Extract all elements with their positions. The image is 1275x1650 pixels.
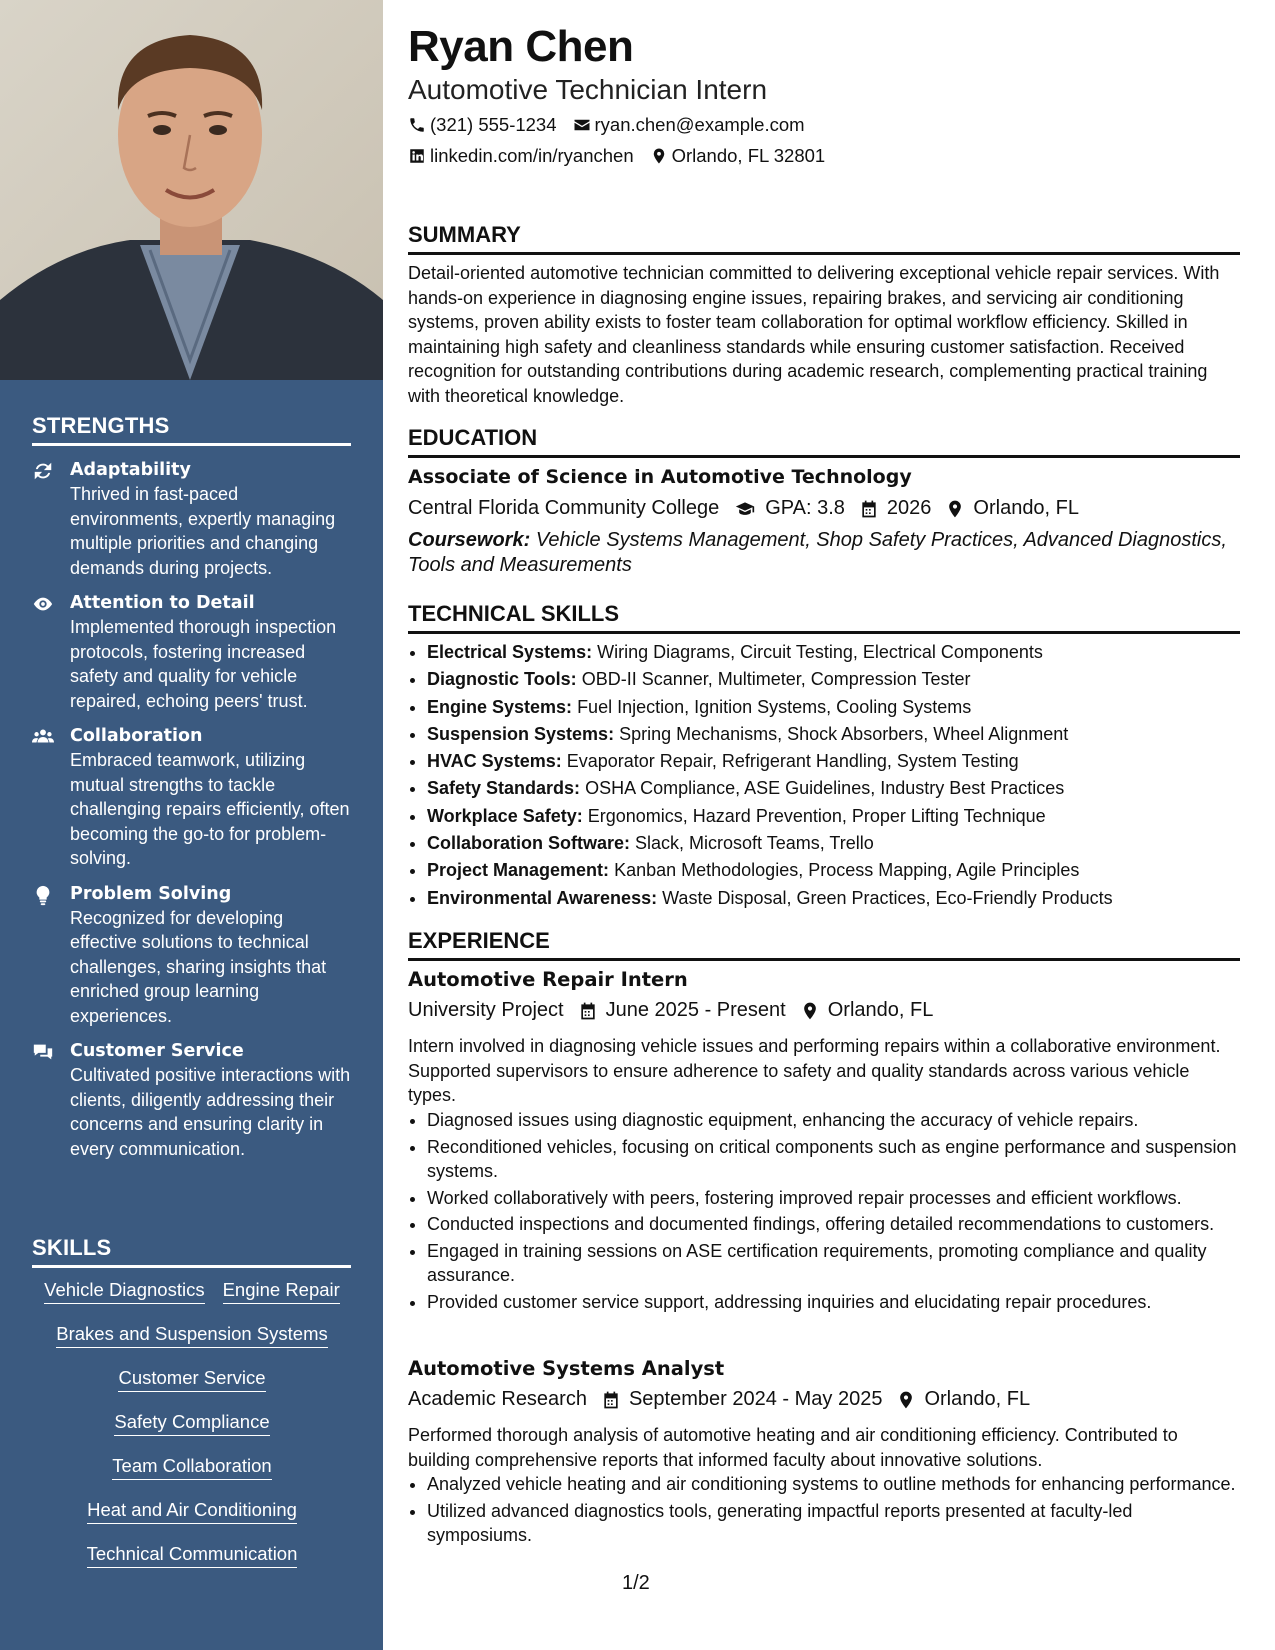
job-location: [800, 999, 934, 1022]
technical-skills-list: [408, 640, 1239, 913]
job-dates-text: June 2025 - Present: [605, 999, 786, 1021]
school-location: [945, 497, 1079, 520]
skills-heading: SKILLS: [32, 1235, 351, 1268]
tech-skill-label: Electrical Systems:: [427, 642, 593, 662]
tech-skill-value: OBD-II Scanner, Multimeter, Compression Tester: [581, 669, 971, 690]
tech-skill-item: [427, 722, 1239, 747]
job-bullet: • Conducted inspections and documented findings, offering detailed recommendations to customers.: [427, 1212, 1239, 1237]
map-pin-icon: [896, 1390, 916, 1410]
strength-item: [32, 458, 352, 580]
skills-list: [32, 1278, 352, 1568]
strength-text: Recognized for developing effective solutions to technical challenges, sharing insights that enriched group learning experiences.: [70, 907, 327, 1026]
job-dates: [578, 999, 786, 1022]
job-bullet: • Analyzed vehicle heating and air conditioning systems to outline methods for enhancing performance.: [427, 1472, 1239, 1497]
skill-chip: Technical Communication: [87, 1542, 298, 1568]
strength-item: [32, 882, 352, 1029]
job-bullets: [408, 1472, 1239, 1550]
job-bullet: • Utilized advanced diagnostics tools, generating impactful reports presented at faculty-led symposiums.: [427, 1499, 1239, 1548]
job-meta: [408, 1388, 1044, 1411]
contact-phone[interactable]: [408, 114, 557, 136]
education-heading: EDUCATION: [408, 425, 1240, 458]
tech-skill-label: Collaboration Software:: [427, 833, 631, 854]
job-bullet: • Worked collaboratively with peers, fostering improved repair processes and efficient workflows.: [427, 1186, 1239, 1211]
job-dates-text: September 2024 - May 2025: [628, 1388, 883, 1410]
tech-skill-value: Wiring Diagrams, Circuit Testing, Electrical Components: [597, 642, 1043, 662]
skill-chip: Engine Repair: [223, 1278, 340, 1304]
job-bullet: • Diagnosed issues using diagnostic equipment, enhancing the accuracy of vehicle repairs.: [427, 1108, 1239, 1133]
school-name: [408, 497, 719, 520]
calendar-icon: [859, 499, 879, 519]
job-dates: [601, 1388, 883, 1411]
tech-skill-item: [427, 640, 1239, 665]
tech-skill-value: Waste Disposal, Green Practices, Eco-Friendly Products: [662, 887, 1113, 908]
gpa: [733, 497, 845, 520]
strength-item: [32, 1039, 352, 1161]
job-location: [896, 1388, 1030, 1411]
job-org-text: Academic Research: [408, 1388, 587, 1410]
refresh-icon: [32, 458, 70, 580]
gpa-text: GPA: 3.8: [765, 497, 845, 519]
contact-linkedin[interactable]: [408, 145, 634, 167]
tech-skill-item: [427, 776, 1239, 801]
strength-text: Cultivated positive interactions with clients, diligently addressing their concerns and ensuring clarity in every communication.: [70, 1065, 351, 1159]
skill-chip: Vehicle Diagnostics: [44, 1278, 204, 1304]
profile-photo: [0, 0, 383, 380]
tech-skill-item: [427, 886, 1239, 911]
contact-row: [408, 145, 841, 167]
grad-year: [859, 497, 932, 520]
eye-icon: [32, 591, 70, 713]
skill-chip: Customer Service: [118, 1366, 265, 1392]
tech-skill-item: [427, 749, 1239, 774]
job-bullets: [408, 1108, 1239, 1316]
skill-chip: Brakes and Suspension Systems: [56, 1322, 327, 1348]
tech-skill-label: Engine Systems:: [427, 696, 573, 717]
users-icon: [32, 724, 70, 871]
tech-skill-value: Slack, Microsoft Teams, Trello: [635, 833, 874, 854]
tech-skill-label: Diagnostic Tools:: [427, 669, 577, 690]
tech-skill-item: [427, 804, 1239, 829]
education-meta: [408, 497, 1093, 520]
strength-title: Collaboration: [70, 726, 203, 746]
job-org: [408, 999, 564, 1022]
lightbulb-icon: [32, 882, 70, 1029]
tech-skill-value: Kanban Methodologies, Process Mapping, Agile Principles: [614, 860, 1080, 881]
skill-chip: Safety Compliance: [114, 1410, 269, 1436]
envelope-icon: [573, 116, 591, 134]
tech-skill-value: Ergonomics, Hazard Prevention, Proper Lifting Technique: [587, 805, 1046, 826]
tech-skill-label: HVAC Systems:: [427, 751, 562, 772]
contact-row: [408, 114, 821, 136]
phone-text: (321) 555-1234: [430, 114, 557, 135]
tech-skill-value: Evaporator Repair, Refrigerant Handling, System Testing: [566, 751, 1019, 772]
tech-skill-item: [427, 858, 1239, 883]
strength-text: Embraced teamwork, utilizing mutual strengths to tackle challenging repairs efficiently, often becoming the go-to for problem-solving.: [70, 750, 350, 868]
experience-heading: EXPERIENCE: [408, 928, 1240, 961]
job-title: Automotive Repair Intern: [408, 968, 688, 991]
map-pin-icon: [650, 147, 668, 165]
comments-icon: [32, 1039, 70, 1161]
location-text: Orlando, FL 32801: [671, 145, 826, 166]
coursework: [408, 528, 1238, 577]
job-location-text: Orlando, FL: [827, 999, 934, 1021]
strength-text: Implemented thorough inspection protocols, fostering increased safety and quality for vehicle repaired, echoing peers' trust.: [70, 617, 337, 711]
tech-skill-item: [427, 667, 1239, 692]
map-pin-icon: [945, 499, 965, 519]
coursework-label: Coursework:: [408, 529, 531, 551]
job-org: [408, 1388, 587, 1411]
sidebar: [0, 0, 383, 1650]
skill-chip: Heat and Air Conditioning: [87, 1498, 297, 1524]
strength-title: Adaptability: [70, 460, 191, 480]
candidate-title: Automotive Technician Intern: [408, 74, 768, 105]
strength-title: Attention to Detail: [70, 593, 255, 613]
profile-photo-image: [0, 0, 383, 380]
job-title: Automotive Systems Analyst: [408, 1357, 725, 1380]
tech-skill-label: Environmental Awareness:: [427, 887, 658, 908]
tech-skill-label: Workplace Safety:: [427, 805, 583, 826]
graduation-cap-icon: [733, 499, 757, 519]
strengths-heading: STRENGTHS: [32, 413, 351, 446]
strength-item: [32, 724, 352, 871]
tech-skill-item: [427, 695, 1239, 720]
degree-title: Associate of Science in Automotive Technology: [408, 466, 912, 488]
tech-skill-label: Suspension Systems:: [427, 723, 615, 744]
phone-icon: [408, 116, 426, 134]
linkedin-text: linkedin.com/in/ryanchen: [430, 145, 634, 166]
strength-title: Customer Service: [70, 1041, 244, 1061]
job-meta: [408, 999, 947, 1022]
job-org-text: University Project: [408, 999, 564, 1021]
year-text: 2026: [886, 497, 932, 519]
skill-chip: Team Collaboration: [112, 1454, 271, 1480]
contact-location: [650, 145, 826, 167]
strength-text: Thrived in fast-paced environments, expertly managing multiple priorities and changing demands during projects.: [70, 484, 336, 578]
job-location-text: Orlando, FL: [924, 1388, 1031, 1410]
contact-email[interactable]: [573, 114, 805, 136]
strength-item: [32, 591, 352, 713]
school-location-text: Orlando, FL: [973, 497, 1080, 519]
coursework-text: Vehicle Systems Management, Shop Safety Practices, Advanced Diagnostics, Tools and Measurements: [408, 529, 1227, 576]
email-text: ryan.chen@example.com: [594, 114, 805, 135]
summary-text: Detail-oriented automotive technician committed to delivering exceptional vehicle repair services. With hands-on experience in diagnosing engine issues, repairing brakes, and servicing air conditioning systems, proven ability exists to foster team collaboration for optimal workflow efficiency. Skilled in maintaining high safety and cleanliness standards while ensuring customer satisfaction. Received recognition for outstanding contributions during academic research, complementing practical training with theoretical knowledge.: [408, 263, 1220, 406]
calendar-icon: [601, 1390, 621, 1410]
summary-heading: SUMMARY: [408, 222, 1240, 255]
linkedin-icon: [408, 147, 426, 165]
tech-skill-label: Safety Standards:: [427, 778, 581, 799]
page-number: 1/2: [622, 1572, 650, 1594]
tech-skill-item: [427, 831, 1239, 856]
technical-skills-heading: TECHNICAL SKILLS: [408, 601, 1240, 634]
job-summary: Performed thorough analysis of automotive heating and air conditioning efficiency. Contributed to building comprehensive reports that informed faculty about innovative solutions.: [408, 1425, 1178, 1470]
school-text: Central Florida Community College: [408, 497, 720, 519]
job-bullet: • Reconditioned vehicles, focusing on critical components such as engine performance and suspension systems.: [427, 1135, 1239, 1184]
job-summary: Intern involved in diagnosing vehicle issues and performing repairs within a collaborative environment. Supported supervisors to ensure adherence to safety and quality standards across various vehicle types.: [408, 1036, 1221, 1105]
strength-title: Problem Solving: [70, 883, 232, 904]
candidate-name: Ryan Chen: [408, 22, 634, 71]
map-pin-icon: [800, 1001, 820, 1021]
tech-skill-value: OSHA Compliance, ASE Guidelines, Industry Best Practices: [585, 778, 1065, 799]
tech-skill-label: Project Management:: [427, 860, 610, 881]
calendar-icon: [578, 1001, 598, 1021]
tech-skill-value: Spring Mechanisms, Shock Absorbers, Wheel Alignment: [619, 723, 1069, 744]
job-bullet: • Provided customer service support, addressing inquiries and elucidating repair procedures.: [427, 1290, 1239, 1315]
job-bullet: • Engaged in training sessions on ASE certification requirements, promoting compliance and quality assurance.: [427, 1239, 1239, 1288]
tech-skill-value: Fuel Injection, Ignition Systems, Cooling Systems: [577, 696, 972, 717]
strengths-list: [32, 458, 352, 1172]
